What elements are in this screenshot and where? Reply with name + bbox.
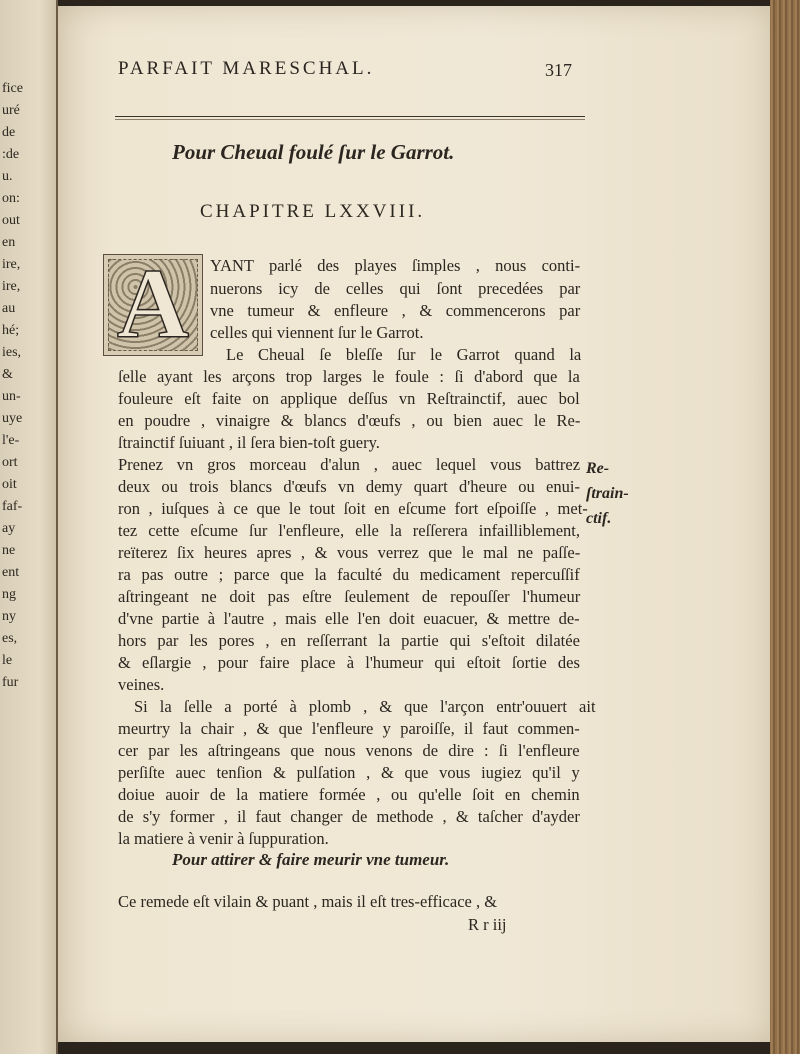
facing-page-fragment: ire, <box>2 279 21 294</box>
text-line: Prenez vn gros morceau d'alun , auec lequel vous battrez <box>118 455 581 474</box>
page-number: 317 <box>545 60 572 80</box>
chapter-heading: CHAPITRE LXXVIII. <box>200 201 426 222</box>
text-line: tez cette eſcume ſur l'enfleure, elle la reſſerera infailliblement, <box>118 521 580 540</box>
text-line: doiue auoir de la matiere formée , ou qu'elle ſoit en chemin <box>118 785 580 804</box>
initial-letter: A <box>116 254 190 356</box>
text-line: veines. <box>118 675 165 694</box>
text-line: deux ou trois blancs d'œufs vn demy quart d'heure ou enui- <box>118 477 580 496</box>
text-line: de s'y former , il faut changer de methode , & taſcher d'ayder <box>118 807 580 826</box>
facing-page-fragment: en <box>2 235 16 250</box>
marginal-note-line: Re- <box>586 460 610 477</box>
recipe-heading: Pour attirer & faire meurir vne tumeur. <box>172 850 450 869</box>
text-line: vne tumeur & enfleure , & commencerons par <box>210 301 581 320</box>
facing-page-fragment: fur <box>2 675 19 690</box>
text-line: reïterez ſix heures apres , & vous verrez que le mal ne paſſe- <box>118 543 581 562</box>
facing-page-fragment: faf- <box>2 499 23 514</box>
facing-page-fragment: le <box>2 653 13 668</box>
text-line: hors par les pores , en reſſerrant la partie qui s'eſtoit dilatée <box>118 631 580 650</box>
facing-page-fragment: un- <box>2 389 21 404</box>
facing-page-fragment: uye <box>2 411 23 426</box>
text-line: aſtringeant ne doit pas eſtre ſeulement de repouſſer l'humeur <box>118 587 581 606</box>
last-line: Ce remede eſt vilain & puant , mais il eſt tres-efficace , & <box>118 892 498 911</box>
book-fore-edge <box>770 0 800 1054</box>
facing-page-edge <box>0 0 58 1054</box>
text-line: d'vne partie à l'autre , mais elle l'en doit euacuer, & mettre de- <box>118 609 580 628</box>
text-line: ſtrainctif ſuiuant , il ſera bien-toſt guery. <box>118 433 380 452</box>
text-line: meurtry la chair , & que l'enfleure y paroiſſe, il faut commen- <box>118 719 580 738</box>
facing-page-fragment: ng <box>2 587 16 602</box>
text-line: Si la ſelle a porté à plomb , & que l'arçon entr'ouuert ait <box>134 697 596 716</box>
text-line: cer par les aſtringeans que nous venons de dire : ſi l'enfleure <box>118 741 580 760</box>
facing-page-fragment: on: <box>2 191 20 206</box>
marginal-note-line: ſtrain- <box>586 485 629 502</box>
text-line: ra pas outre ; parce que la faculté du medicament repercuſſif <box>118 565 580 584</box>
section-title: Pour Cheual foulé ſur le Garrot. <box>172 140 455 164</box>
facing-page-fragment: oit <box>2 477 17 492</box>
header-rule-secondary <box>115 119 585 120</box>
facing-page-fragment: uré <box>2 103 20 118</box>
text-line: Le Cheual ſe bleſſe ſur le Garrot quand la <box>226 345 582 364</box>
text-line: la matiere à venir à ſuppuration. <box>118 829 329 848</box>
header-rule <box>115 116 585 117</box>
facing-page-fragment: ire, <box>2 257 21 272</box>
facing-page-fragment: es, <box>2 631 18 646</box>
facing-page-fragment: ies, <box>2 345 22 360</box>
text-line: fouleure eſt faite on applique deſſus vn Reſtrainctif, auec bol <box>118 389 580 408</box>
text-line: celles qui viennent ſur le Garrot. <box>210 323 424 342</box>
text-line: perſiſte auec tenſion & pulſation , & que vous iugiez qu'il y <box>118 763 580 782</box>
text-line: ron , iuſques à ce que le tout ſoit en eſcume fort eſpoiſſe , met- <box>118 499 588 518</box>
facing-page-fragment: & <box>2 367 13 382</box>
running-head: PARFAIT MARESCHAL. <box>118 58 375 79</box>
facing-page-fragment: :de <box>2 147 20 162</box>
facing-page-fragment: out <box>2 213 20 228</box>
ornamental-initial-icon <box>103 254 203 356</box>
text-line: nuerons icy de celles qui ſont precedées par <box>210 279 581 298</box>
facing-page-fragment: l'e- <box>2 433 20 448</box>
text-line: ſelle ayant les arçons trop larges le foule : ſi d'abord que la <box>118 367 580 386</box>
text-line: YANT parlé des playes ſimples , nous conti- <box>210 256 581 275</box>
facing-page-fragment: au <box>2 301 16 316</box>
facing-page-fragment: ay <box>2 521 16 536</box>
signature-mark: R r iij <box>468 915 507 934</box>
facing-page-fragment: ort <box>2 455 18 470</box>
text-line: en poudre , vinaigre & blancs d'œufs , ou bien auec le Re- <box>118 411 581 430</box>
facing-page-fragment: ne <box>2 543 16 558</box>
marginal-note-line: ctif. <box>586 510 612 527</box>
facing-page-fragment: fice <box>2 81 23 96</box>
facing-page-fragment: ny <box>2 609 16 624</box>
text-line: & eſlargie , pour faire place à l'humeur qui eſtoit ſortie des <box>118 653 580 672</box>
facing-page-fragment: u. <box>2 169 13 184</box>
facing-page-fragment: ent <box>2 565 20 580</box>
facing-page-fragment: hé; <box>2 323 20 338</box>
facing-page-fragment: de <box>2 125 16 140</box>
